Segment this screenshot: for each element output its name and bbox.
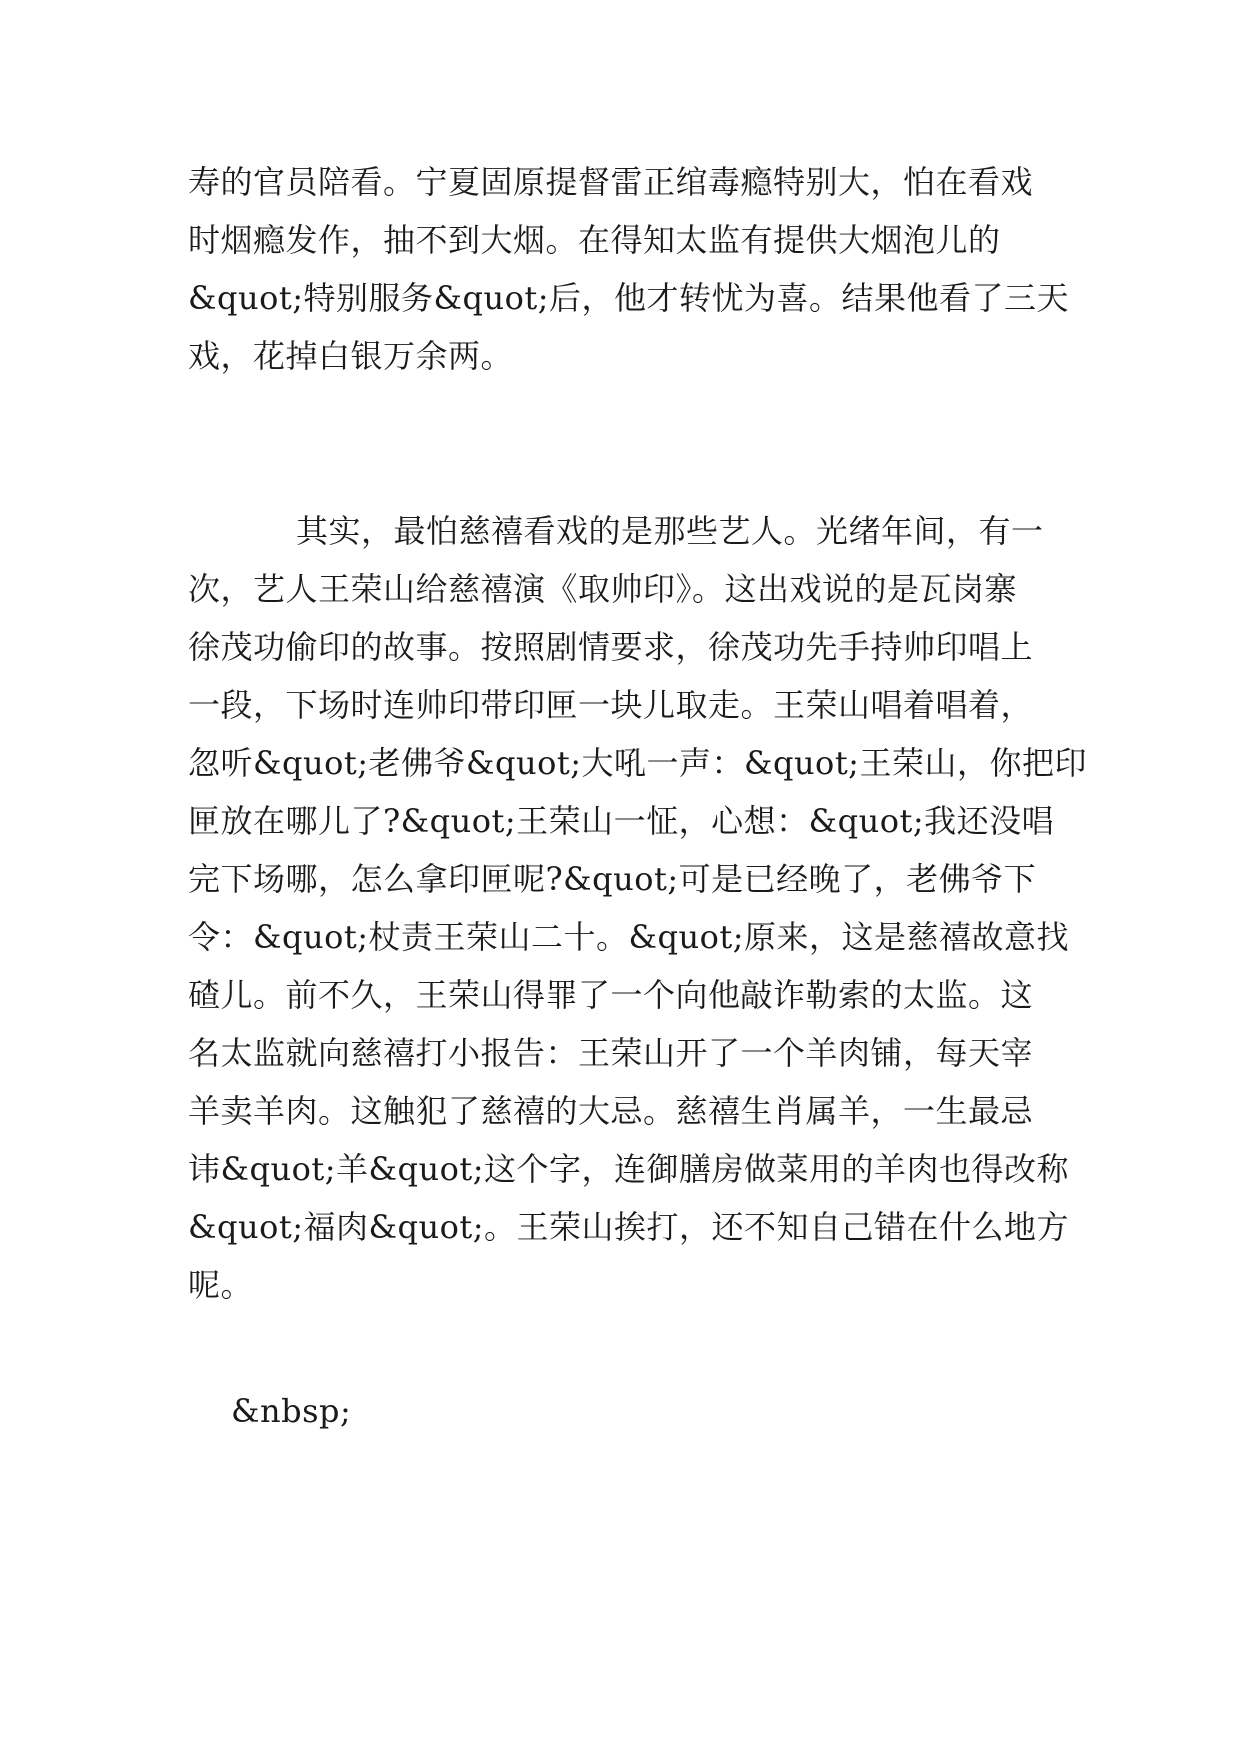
- paragraph-2-line-7: 完下场哪，怎么拿印匣呢?&quot;可是已经晚了，老佛爷下: [188, 860, 1037, 898]
- trailing-nbsp-text: &nbsp;: [231, 1392, 352, 1430]
- paragraph-2-line-14: 呢。: [188, 1266, 254, 1304]
- paragraph-2-line-13: &quot;福肉&quot;。王荣山挨打，还不知自己错在什么地方: [188, 1208, 1069, 1246]
- paragraph-1-line-2: 时烟瘾发作，抽不到大烟。在得知太监有提供大烟泡儿的: [188, 221, 1001, 259]
- paragraph-2-line-3: 徐茂功偷印的故事。按照剧情要求，徐茂功先手持帅印唱上: [188, 628, 1034, 666]
- paragraph-2-line-6: 匣放在哪儿了?&quot;王荣山一怔，心想：&quot;我还没唱: [188, 802, 1055, 840]
- paragraph-2-line-2: 次，艺人王荣山给慈禧演《取帅印》。这出戏说的是瓦岗寨: [188, 570, 1018, 608]
- paragraph-2-line-9: 碴儿。前不久，王荣山得罪了一个向他敲诈勒索的太监。这: [188, 976, 1034, 1014]
- paragraph-2-line-12: 讳&quot;羊&quot;这个字，连御膳房做菜用的羊肉也得改称: [188, 1150, 1069, 1188]
- paragraph-1-line-1: 寿的官员陪看。宁夏固原提督雷正绾毒瘾特别大，怕在看戏: [188, 163, 1034, 201]
- paragraph-1-line-3: &quot;特别服务&quot;后，他才转忧为喜。结果他看了三天: [188, 279, 1069, 317]
- paragraph-2-line-11: 羊卖羊肉。这触犯了慈禧的大忌。慈禧生肖属羊，一生最忌: [188, 1092, 1034, 1130]
- paragraph-2-line-5: 忽听&quot;老佛爷&quot;大吼一声：&quot;王荣山，你把印: [188, 744, 1087, 782]
- paragraph-2-line-8: 令：&quot;杖责王荣山二十。&quot;原来，这是慈禧故意找: [188, 918, 1069, 956]
- paragraph-1-line-4: 戏，花掉白银万余两。: [188, 337, 514, 375]
- paragraph-2-line-4: 一段，下场时连帅印带印匣一块儿取走。王荣山唱着唱着，: [188, 686, 1034, 724]
- paragraph-2-line-1: 其实，最怕慈禧看戏的是那些艺人。光绪年间，有一: [296, 512, 1044, 550]
- paragraph-2-line-10: 名太监就向慈禧打小报告：王荣山开了一个羊肉铺，每天宰: [188, 1034, 1034, 1072]
